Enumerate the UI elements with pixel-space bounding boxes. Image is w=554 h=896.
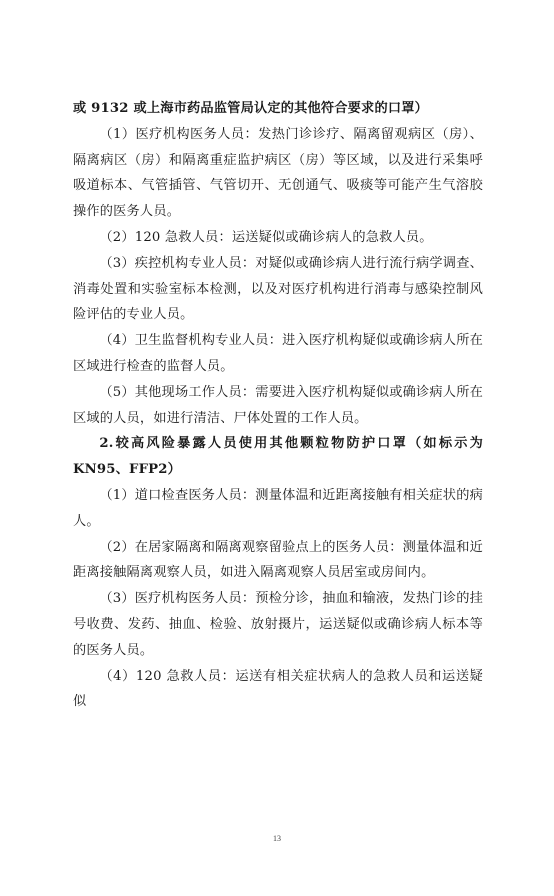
body-paragraph: （3）医疗机构医务人员：预检分诊，抽血和输液，发热门诊的挂号收费、发药、抽血、检验、放射摄片，运送疑似或确诊病人标本等的医务人员。 <box>73 591 483 658</box>
body-paragraph: （1）道口检查医务人员：测量体温和近距离接触有相关症状的病人。 <box>73 487 483 529</box>
body-paragraph: （4）120 急救人员：运送有相关症状病人的急救人员和运送疑似 <box>73 668 483 710</box>
body-paragraph: （4）卫生监督机构专业人员：进入医疗机构疑似或确诊病人所在区域进行检查的监督人员。 <box>73 333 483 374</box>
page-number: 13 <box>273 834 281 843</box>
body-paragraph: （1）医疗机构医务人员：发热门诊诊疗、隔离留观病区（房）、隔离病区（房）和隔离重症监护病区（房）等区域，以及进行采集呼吸道标本、气管插管、气管切开、无创通气、吸痰等可能产生气溶胶操作的医务人员。 <box>73 126 483 220</box>
section-heading: 或 9132 或上海市药品监管局认定的其他符合要求的口罩） <box>73 101 428 116</box>
body-paragraph: （3）疾控机构专业人员：对疑似或确诊病人进行流行病学调查、消毒处置和实验室标本检测，以及对医疗机构进行消毒与感染控制风险评估的专业人员。 <box>73 255 483 323</box>
section-heading: 2.较高风险暴露人员使用其他颗粒物防护口罩（如标示为 KN95、FFP2） <box>73 436 483 478</box>
body-paragraph: （2）120 急救人员：运送疑似或确诊病人的急救人员。 <box>99 229 433 245</box>
body-paragraph: （2）在居家隔离和隔离观察留验点上的医务人员：测量体温和近距离接触隔离观察人员，如进入隔离观察人员居室或房间内。 <box>73 539 483 581</box>
page-body <box>73 96 483 715</box>
body-paragraph: （5）其他现场工作人员：需要进入医疗机构疑似或确诊病人所在区域的人员，如进行清洁、尸体处置的工作人员。 <box>73 384 483 426</box>
